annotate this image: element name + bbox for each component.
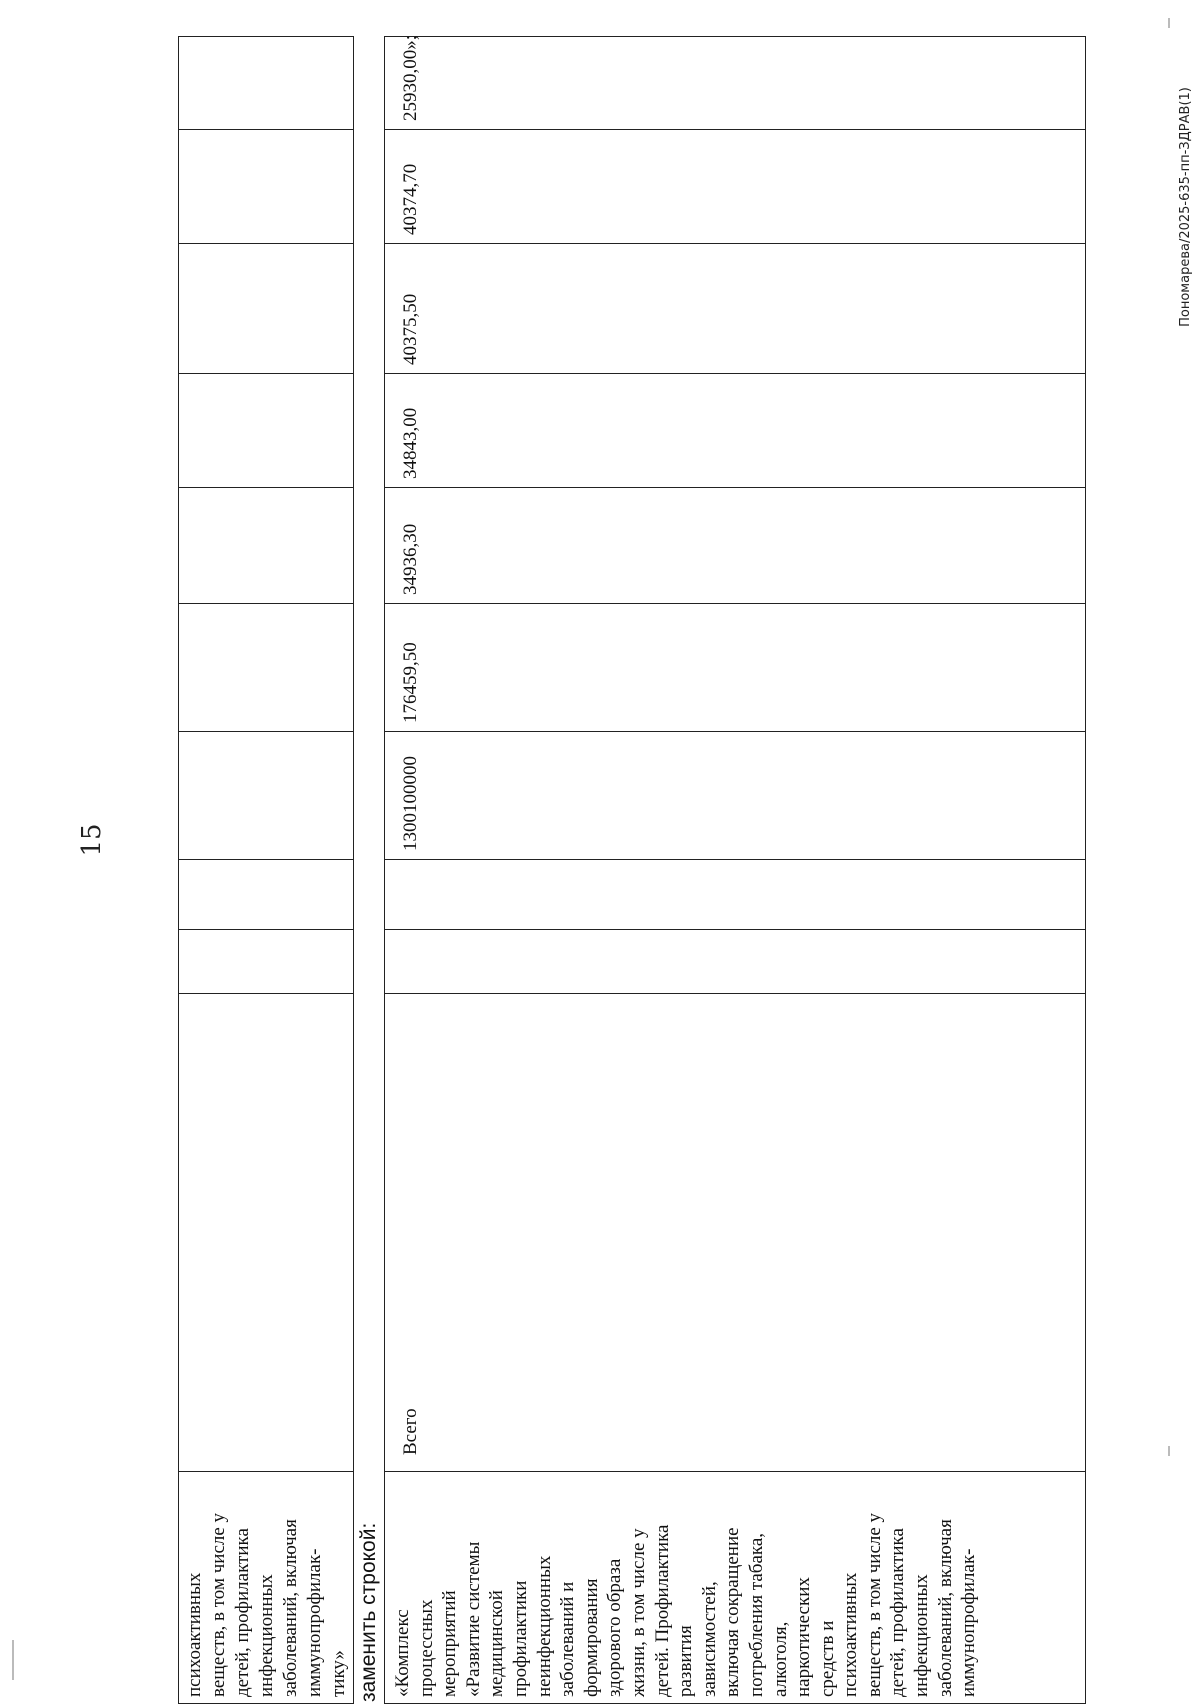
scan-artifact xyxy=(12,1640,14,1680)
name-line: заболеваний, включая xyxy=(280,1519,301,1697)
cell-y2 xyxy=(179,373,353,487)
y2-text: 34843,00 xyxy=(400,407,421,479)
replace-label: заменить строкой: xyxy=(357,1522,380,1702)
name-line: детей, профилактика xyxy=(887,1528,909,1697)
code-text: 1300100000 xyxy=(400,756,421,851)
cell-code xyxy=(179,731,353,859)
name-line: «Комплекс xyxy=(392,1609,413,1697)
name-line: психоактивных xyxy=(840,1572,862,1697)
cell-source xyxy=(385,993,1085,1471)
name-line: инфекционных xyxy=(256,1574,277,1697)
name-line: неинфекционных xyxy=(533,1555,555,1697)
name-line: жизни, в том числе у xyxy=(627,1528,649,1697)
cell-name xyxy=(179,1471,353,1703)
rotated-table xyxy=(178,36,1098,1704)
name-line: развития xyxy=(675,1625,697,1697)
cell-y1 xyxy=(385,487,1085,603)
total-text: 176459,50 xyxy=(400,642,421,723)
y5-text: 25930,00»; xyxy=(400,35,421,121)
cell-total xyxy=(179,603,353,731)
cell-code xyxy=(385,731,1085,859)
name-line: формирования xyxy=(580,1578,602,1697)
cell-col4 xyxy=(179,859,353,929)
name-line: детей, профилактика xyxy=(232,1528,253,1697)
name-line: процессных xyxy=(415,1599,437,1697)
cell-y3 xyxy=(385,243,1085,373)
name-line: заболеваний, включая xyxy=(934,1519,956,1697)
name-line: мероприятий xyxy=(439,1590,461,1697)
name-line: инфекционных xyxy=(911,1574,933,1697)
cell-name xyxy=(385,1471,1085,1703)
cell-y4 xyxy=(385,129,1085,243)
name-line: средств и xyxy=(816,1620,838,1697)
name-line: алкоголя, xyxy=(769,1621,791,1697)
name-line: включая сокращение xyxy=(722,1527,744,1697)
y1-text: 34936,30 xyxy=(400,523,421,595)
y4-text: 40374,70 xyxy=(400,163,421,235)
name-line: тику» xyxy=(328,1650,349,1697)
document-reference: Пономарева/2025-635-пп-ЗДРАВ(1) xyxy=(1178,87,1193,327)
name-line: зависимостей, xyxy=(698,1581,720,1697)
name-line: детей. Профилактика xyxy=(651,1524,673,1697)
cell-total xyxy=(385,603,1085,731)
scan-artifact xyxy=(1168,18,1170,28)
cell-col3 xyxy=(179,929,353,993)
cell-y5 xyxy=(179,35,353,129)
name-line: веществ, в том числе у xyxy=(863,1512,885,1697)
scan-artifact xyxy=(1168,1446,1170,1456)
name-line: иммунопрофилак- xyxy=(304,1548,325,1697)
name-line: веществ, в том числе у xyxy=(208,1512,229,1697)
cell-y1 xyxy=(179,487,353,603)
cell-col3 xyxy=(385,929,1085,993)
page-number: 15 xyxy=(77,823,107,857)
source-text: Всего xyxy=(400,1408,421,1455)
name-line: заболеваний и xyxy=(557,1581,579,1697)
cell-y4 xyxy=(179,129,353,243)
name-line: медицинской xyxy=(486,1590,508,1697)
name-line: здорового образа xyxy=(604,1558,626,1697)
name-line: иммунопрофилак- xyxy=(958,1548,980,1697)
cell-source xyxy=(179,993,353,1471)
cell-y2 xyxy=(385,373,1085,487)
cell-y3 xyxy=(179,243,353,373)
cell-y5 xyxy=(385,35,1085,129)
table-row-previous xyxy=(178,36,354,1704)
name-line: наркотических xyxy=(793,1577,815,1697)
y3-text: 40375,50 xyxy=(400,293,421,365)
name-line: «Развитие системы xyxy=(462,1541,484,1697)
cell-col4 xyxy=(385,859,1085,929)
name-line: психоактивных xyxy=(184,1572,205,1697)
table-row-new xyxy=(384,36,1086,1704)
name-line: потребления табака, xyxy=(745,1532,767,1697)
name-line: профилактики xyxy=(509,1580,531,1697)
